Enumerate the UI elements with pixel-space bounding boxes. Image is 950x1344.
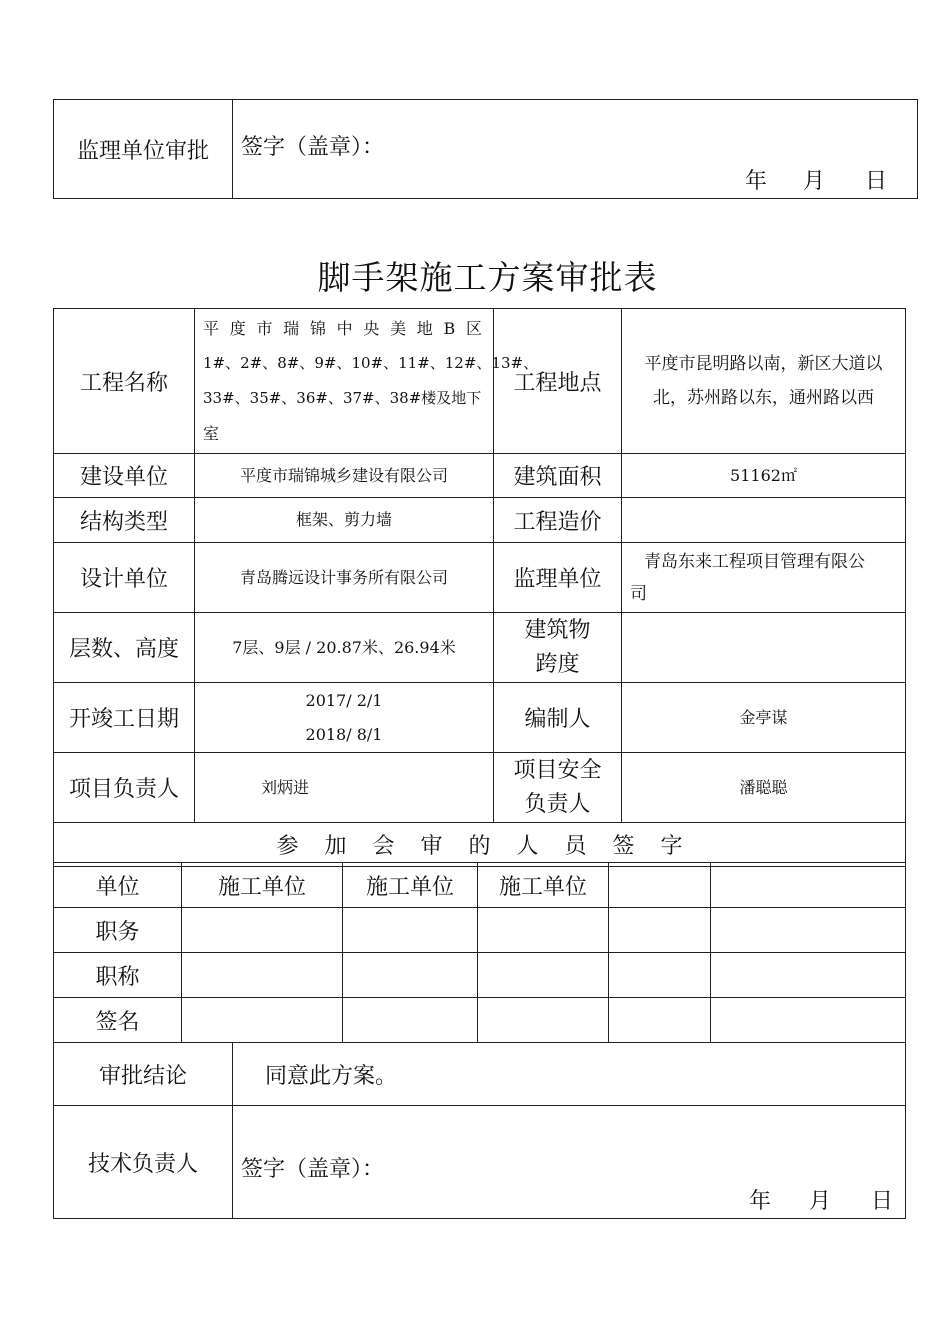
supervisor-line: 司	[630, 583, 647, 604]
unit-cell	[609, 863, 711, 908]
end-date: 2018/ 8/1	[305, 724, 383, 744]
date-day: 日	[871, 1189, 895, 1214]
manager-value: 刘炳进	[195, 753, 494, 823]
span-label-line: 建筑物	[524, 617, 591, 643]
unit-cell: 施工单位	[343, 863, 478, 908]
span-label	[494, 613, 622, 683]
signature-cell	[343, 908, 478, 953]
review-heading: 参加会审的人员签字	[54, 823, 906, 867]
supervisor-value	[622, 543, 906, 613]
supervisor-line: 青岛东来工程项目管理有限公	[644, 551, 865, 572]
signature-seal-label: 签字（盖章）：	[241, 1157, 385, 1182]
safety-label-line: 项目安全	[513, 757, 602, 783]
signature-cell	[609, 908, 711, 953]
unit-cell: 施工单位	[182, 863, 343, 908]
floors-label: 层数、高度	[54, 613, 195, 683]
author-label: 编制人	[494, 683, 622, 753]
signature-cell	[711, 908, 906, 953]
date-year: 年	[745, 169, 769, 194]
project-name-line: 平度市瑞锦中央美地B区	[203, 319, 485, 338]
project-info-table	[53, 308, 906, 867]
project-location-line: 平度市昆明路以南，新区大道以	[644, 354, 883, 374]
project-location-line: 北，苏州路以东，通州路以西	[653, 388, 874, 408]
unit-cell: 施工单位	[478, 863, 609, 908]
cost-label: 工程造价	[494, 498, 622, 543]
conclusion-value: 同意此方案。	[233, 1043, 906, 1106]
designer-value: 青岛腾远设计事务所有限公司	[195, 543, 494, 613]
review-signature-table	[53, 862, 906, 1043]
date-month: 月	[809, 1189, 833, 1214]
builder-value: 平度市瑞锦城乡建设有限公司	[195, 454, 494, 498]
tech-lead-label: 技术负责人	[54, 1106, 233, 1219]
safety-value: 潘聪聪	[622, 753, 906, 823]
signature-cell	[478, 998, 609, 1043]
signature-cell	[343, 953, 478, 998]
supervisor-signature-cell	[233, 100, 918, 199]
signature-cell	[182, 953, 343, 998]
signature-cell	[711, 998, 906, 1043]
author-value: 金亭谋	[622, 683, 906, 753]
date-month: 月	[803, 169, 827, 194]
project-name-line: 33#、35#、36#、37#、38#楼及地下	[203, 389, 482, 407]
row-label-signature: 签名	[54, 998, 182, 1043]
safety-label	[494, 753, 622, 823]
signature-cell	[478, 908, 609, 953]
project-location-value	[622, 309, 906, 454]
signature-cell	[478, 953, 609, 998]
row-label-unit: 单位	[54, 863, 182, 908]
supervisor-approval-label: 监理单位审批	[54, 100, 233, 199]
signature-cell	[609, 998, 711, 1043]
start-date: 2017/ 2/1	[305, 690, 383, 710]
tech-lead-signature-cell	[233, 1106, 906, 1219]
supervisor-label: 监理单位	[494, 543, 622, 613]
span-value	[622, 613, 906, 683]
dates-label: 开竣工日期	[54, 683, 195, 753]
project-name-line: 1#、2#、8#、9#、10#、11#、12#、13#、	[203, 354, 539, 372]
date-day: 日	[865, 169, 889, 194]
floors-value: 7层、9层 / 20.87米、26.94米	[195, 613, 494, 683]
signature-cell	[343, 998, 478, 1043]
conclusion-table	[53, 1042, 906, 1219]
manager-label: 项目负责人	[54, 753, 195, 823]
date-year: 年	[749, 1189, 773, 1214]
designer-label: 设计单位	[54, 543, 195, 613]
supervisor-approval-box	[53, 99, 918, 199]
area-value: 51162㎡	[622, 454, 906, 498]
row-label-title: 职称	[54, 953, 182, 998]
signature-cell	[609, 953, 711, 998]
project-name-label: 工程名称	[54, 309, 195, 454]
safety-label-line: 负责人	[524, 791, 591, 817]
dates-value	[195, 683, 494, 753]
cost-value	[622, 498, 906, 543]
signature-cell	[182, 908, 343, 953]
project-name-line: 室	[203, 424, 220, 443]
row-label-position: 职务	[54, 908, 182, 953]
conclusion-label: 审批结论	[54, 1043, 233, 1106]
unit-cell	[711, 863, 906, 908]
signature-cell	[182, 998, 343, 1043]
page-title: 脚手架施工方案审批表	[317, 258, 658, 297]
structure-value: 框架、剪力墙	[195, 498, 494, 543]
builder-label: 建设单位	[54, 454, 195, 498]
project-location-label: 工程地点	[494, 309, 622, 454]
area-label: 建筑面积	[494, 454, 622, 498]
project-name-value	[195, 309, 539, 454]
signature-seal-label: 签字（盖章）：	[241, 135, 385, 160]
structure-label: 结构类型	[54, 498, 195, 543]
signature-cell	[711, 953, 906, 998]
span-label-line: 跨度	[535, 651, 580, 677]
